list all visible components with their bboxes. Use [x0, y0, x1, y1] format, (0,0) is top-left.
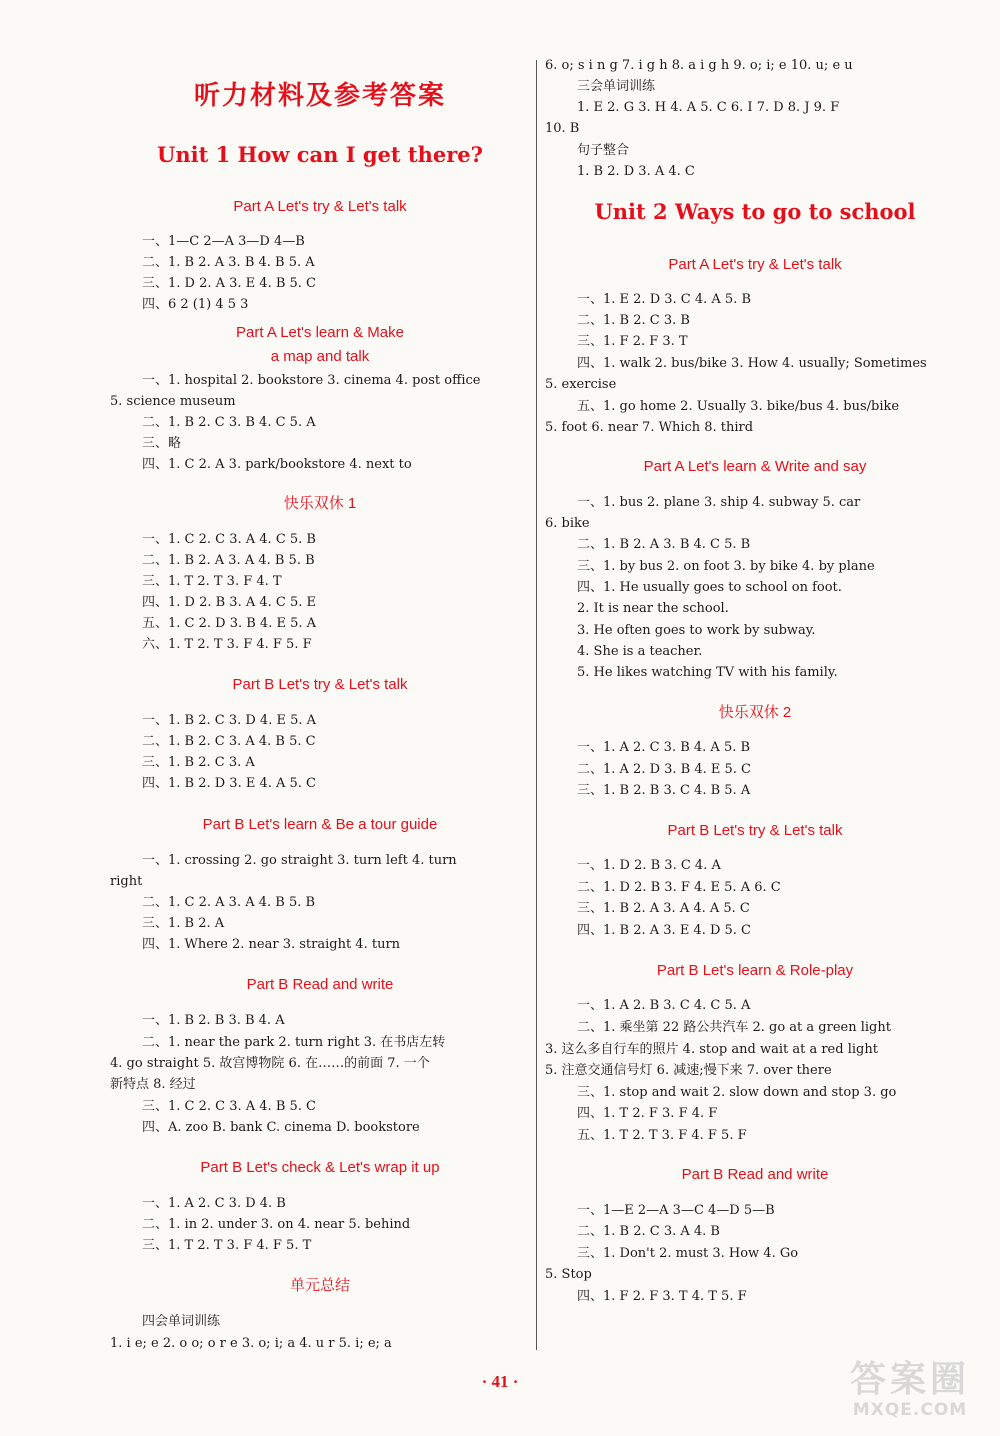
answer-line: 二、1. B 2. C 3. A 4. B	[577, 1224, 720, 1239]
section-title: 单元总结	[289, 1277, 350, 1294]
answer-line: 一、1. D 2. B 3. C 4. A	[577, 858, 721, 873]
answer-line: 二、1. C 2. A 3. A 4. B 5. B	[142, 895, 316, 910]
section-title: Part B Let's learn & Be a tour guide	[202, 816, 438, 833]
answer-line: 三、略	[142, 436, 182, 451]
watermark-url: MXQE.COM	[852, 1400, 968, 1420]
answer-line: 6. bike	[545, 516, 590, 531]
section-title: a map and talk	[270, 348, 370, 365]
answer-line: 五、1. C 2. D 3. B 4. E 5. A	[142, 616, 317, 631]
answer-line: 一、1. A 2. B 3. C 4. C 5. A	[577, 998, 751, 1013]
answer-line: 一、1—E 2—A 3—C 4—D 5—B	[577, 1203, 775, 1218]
answer-line: 句子整合	[577, 143, 630, 158]
answer-line: 二、1. D 2. B 3. F 4. E 5. A 6. C	[577, 880, 781, 895]
answer-line: 三、1. Don't 2. must 3. How 4. Go	[577, 1246, 799, 1261]
section-title: Part A Let's try & Let's talk	[668, 256, 842, 273]
answer-line: 一、1. B 2. C 3. D 4. E 5. A	[142, 713, 317, 728]
section-title: Part B Let's check & Let's wrap it up	[200, 1159, 440, 1176]
answer-line: 3. 这么多自行车的照片 4. stop and wait at a red light	[545, 1042, 878, 1057]
page-number: · 41 ·	[481, 1372, 519, 1391]
answer-line: 5. science museum	[110, 394, 236, 409]
answer-line: 三、1. F 2. F 3. T	[577, 334, 688, 349]
section-title: Part B Let's try & Let's talk	[232, 676, 408, 693]
section-title: 快乐双休 1	[283, 495, 357, 512]
answer-line: 10. B	[545, 121, 580, 136]
answer-line: 1. E 2. G 3. H 4. A 5. C 6. I 7. D 8. J 9. F	[577, 100, 840, 115]
answer-line: 四、1. C 2. A 3. park/bookstore 4. next to	[142, 457, 412, 472]
right-column	[545, 0, 965, 1346]
answer-line: 三、1. C 2. C 3. A 4. B 5. C	[142, 1099, 316, 1114]
answer-line: 一、1. C 2. C 3. A 4. C 5. B	[142, 532, 316, 547]
answer-line: 二、1. in 2. under 3. on 4. near 5. behind	[142, 1217, 411, 1232]
answer-line: 一、1. bus 2. plane 3. ship 4. subway 5. car	[577, 495, 861, 510]
answer-line: 5. 注意交通信号灯 6. 减速;慢下来 7. over there	[545, 1063, 832, 1078]
section-title: Part A Let's learn & Make	[236, 324, 404, 341]
answer-line: 5. foot 6. near 7. Which 8. third	[545, 420, 754, 435]
answer-line: 新特点 8. 经过	[110, 1077, 196, 1092]
answer-line: 5. exercise	[545, 377, 617, 392]
answer-line: 四、6 2 (1) 4 5 3	[142, 297, 249, 312]
answer-line: 三、1. by bus 2. on foot 3. by bike 4. by plane	[577, 559, 875, 574]
section-title: Part A Let's try & Let's talk	[233, 198, 407, 215]
answer-line: 三、1. T 2. T 3. F 4. T	[142, 574, 282, 589]
answer-line: 二、1. B 2. A 3. B 4. B 5. A	[142, 255, 315, 270]
answer-line: 四、1. He usually goes to school on foot.	[577, 580, 842, 595]
answer-line: 三、1. D 2. A 3. E 4. B 5. C	[142, 276, 317, 291]
answer-line: 四、1. D 2. B 3. A 4. C 5. E	[142, 595, 317, 610]
answer-line: 五、1. T 2. T 3. F 4. F 5. F	[577, 1128, 747, 1143]
answer-line: 二、1. B 2. C 3. B	[577, 313, 690, 328]
answer-line: 四、1. walk 2. bus/bike 3. How 4. usually; Sometimes	[577, 356, 927, 371]
section-title: Part B Let's learn & Role-play	[656, 962, 854, 979]
answer-line: 二、1. A 2. D 3. B 4. E 5. C	[577, 762, 752, 777]
answer-line: 四会单词训练	[142, 1314, 221, 1329]
answer-line: 一、1. B 2. B 3. B 4. A	[142, 1013, 285, 1028]
answer-line: 一、1. hospital 2. bookstore 3. cinema 4. post office	[142, 373, 481, 388]
answer-line: 5. Stop	[545, 1267, 592, 1282]
answer-line: 一、1. E 2. D 3. C 4. A 5. B	[577, 292, 752, 307]
left-column	[110, 0, 530, 1351]
answer-line: 1. B 2. D 3. A 4. C	[577, 164, 695, 179]
answer-line: 四、1. B 2. D 3. E 4. A 5. C	[142, 776, 317, 791]
answer-line: right	[110, 874, 143, 889]
unit-1-title: Unit 1 How can I get there?	[157, 142, 483, 167]
section-title: Part B Read and write	[681, 1166, 829, 1183]
answer-line: 二、1. B 2. C 3. B 4. C 5. A	[142, 415, 316, 430]
answer-line: 三、1. stop and wait 2. slow down and stop 3. go	[577, 1085, 897, 1100]
answer-line: 一、1. crossing 2. go straight 3. turn left 4. turn	[142, 853, 457, 868]
answer-line: 二、1. B 2. C 3. A 4. B 5. C	[142, 734, 316, 749]
answer-line: 三、1. B 2. B 3. C 4. B 5. A	[577, 783, 751, 798]
section-title: Part B Read and write	[246, 976, 394, 993]
answer-line: 一、1—C 2—A 3—D 4—B	[142, 234, 305, 249]
answer-line: 三、1. B 2. A 3. A 4. A 5. C	[577, 901, 750, 916]
answer-line: 6. o; s i n g 7. i g h 8. a i g h 9. o; i; e 10. u; e u	[545, 58, 853, 73]
answer-line: 三、1. B 2. C 3. A	[142, 755, 255, 770]
answer-line: 四、1. F 2. F 3. T 4. T 5. F	[577, 1289, 747, 1304]
section-title: Part B Let's try & Let's talk	[667, 822, 843, 839]
answer-line: 5. He likes watching TV with his family.	[577, 665, 838, 680]
answer-line: 二、1. B 2. A 3. A 4. B 5. B	[142, 553, 315, 568]
column-divider	[536, 60, 537, 1350]
answer-line: 2. It is near the school.	[577, 601, 729, 616]
answer-line: 四、1. T 2. F 3. F 4. F	[577, 1106, 718, 1121]
answer-line: 一、1. A 2. C 3. B 4. A 5. B	[577, 740, 751, 755]
watermark-text: 答案圈	[849, 1359, 970, 1400]
answer-line: 四、1. B 2. A 3. E 4. D 5. C	[577, 923, 752, 938]
answer-line: 三、1. B 2. A	[142, 916, 225, 931]
answer-line: 3. He often goes to work by subway.	[577, 623, 816, 638]
answer-line: 4. She is a teacher.	[577, 644, 703, 659]
section-title: 快乐双休 2	[718, 704, 792, 721]
page-title: 听力材料及参考答案	[193, 81, 446, 111]
answer-line: 四、1. Where 2. near 3. straight 4. turn	[142, 937, 401, 952]
answer-line: 二、1. 乘坐第 22 路公共汽车 2. go at a green light	[577, 1020, 891, 1035]
answer-line: 4. go straight 5. 故宫博物院 6. 在……的前面 7. 一个	[110, 1056, 430, 1071]
section-title: Part A Let's learn & Write and say	[643, 458, 867, 475]
answer-line: 六、1. T 2. T 3. F 4. F 5. F	[142, 637, 312, 652]
answer-line: 一、1. A 2. C 3. D 4. B	[142, 1196, 286, 1211]
answer-line: 1. i e; e 2. o o; o r e 3. o; i; a 4. u r 5. i; e; a	[110, 1336, 392, 1351]
unit-2-title: Unit 2 Ways to go to school	[594, 199, 916, 224]
answer-line: 二、1. B 2. A 3. B 4. C 5. B	[577, 537, 751, 552]
answer-line: 三会单词训练	[577, 79, 656, 94]
answer-line: 二、1. near the park 2. turn right 3. 在书店左转	[142, 1035, 446, 1050]
answer-line: 五、1. go home 2. Usually 3. bike/bus 4. bus/bike	[577, 399, 900, 414]
watermark-logo	[825, 1360, 995, 1432]
answer-line: 四、A. zoo B. bank C. cinema D. bookstore	[142, 1120, 420, 1135]
answer-line: 三、1. T 2. T 3. F 4. F 5. T	[142, 1238, 312, 1253]
